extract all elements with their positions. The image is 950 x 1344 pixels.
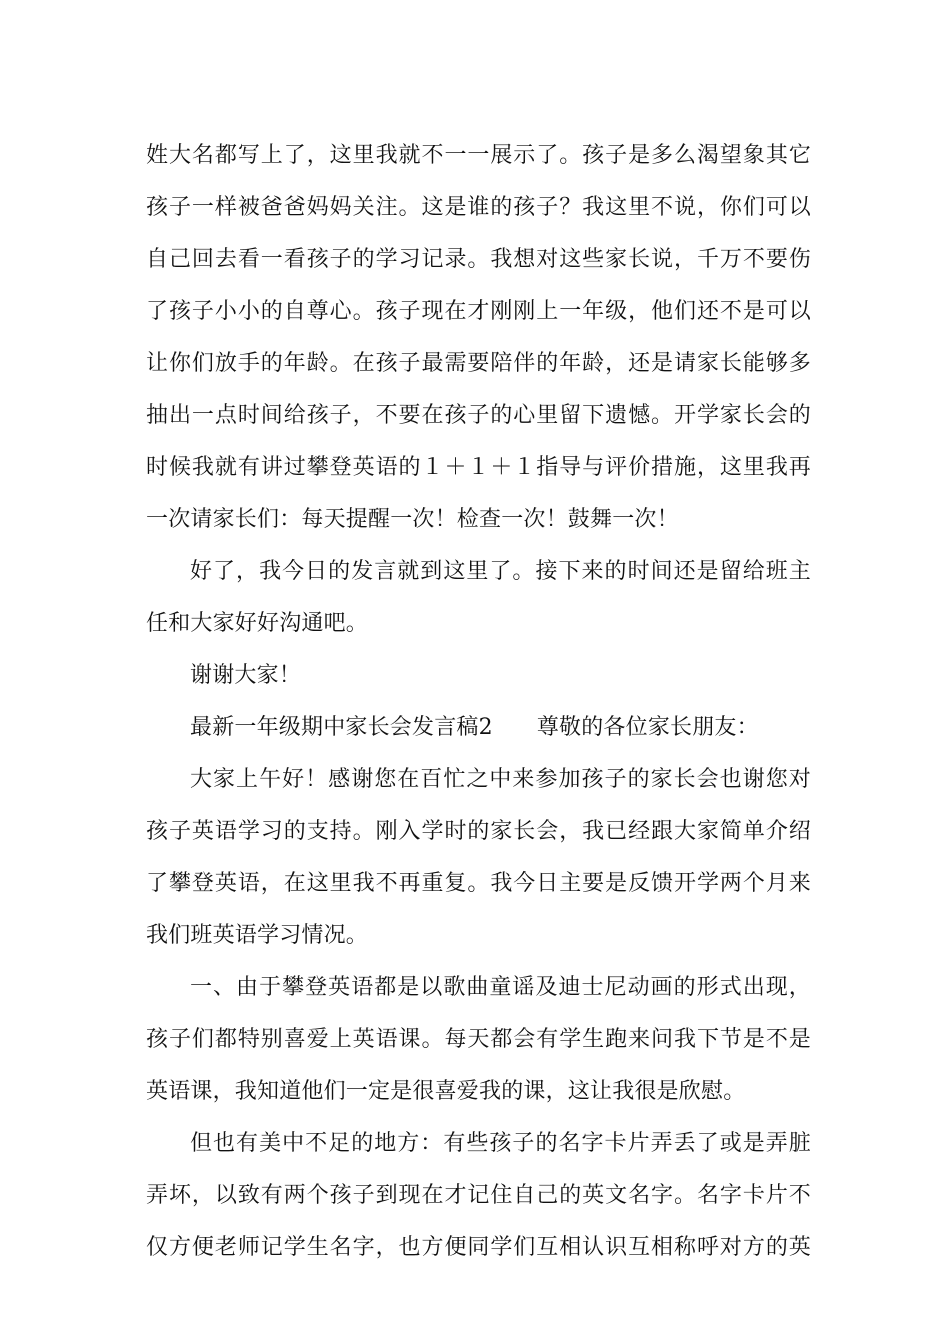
- paragraph: [146, 754, 811, 962]
- text-line: 我们班英语学习情况。: [146, 923, 369, 948]
- text-line: 英语课，我知道他们一定是很喜爱我的课，这让我很是欣慰。: [146, 1079, 746, 1104]
- text-line: 孩子英语学习的支持。刚入学时的家长会，我已经跟大家简单介绍: [146, 819, 811, 844]
- text-line: 孩子一样被爸爸妈妈关注。这是谁的孩子？我这里不说，你们可以: [146, 195, 811, 220]
- document-title: 最新一年级期中家长会发言稿2: [190, 715, 493, 740]
- text-line: 时候我就有讲过攀登英语的１＋１＋１指导与评价措施，这里我再: [146, 455, 811, 480]
- text-line: 姓大名都写上了，这里我就不一一展示了。孩子是多么渴望象其它: [146, 143, 811, 168]
- text-line: 抽出一点时间给孩子，不要在孩子的心里留下遗憾。开学家长会的: [146, 403, 811, 428]
- paragraph: [146, 130, 811, 546]
- greeting: 尊敬的各位家长朋友：: [536, 715, 759, 740]
- paragraph: [146, 962, 811, 1118]
- text-line: 一、由于攀登英语都是以歌曲童谣及迪士尼动画的形式出现，: [190, 975, 811, 1000]
- paragraph: [146, 702, 811, 754]
- text-line: 谢谢大家！: [190, 663, 302, 688]
- text-line: 仅方便老师记学生名字，也方便同学们互相认识互相称呼对方的英: [146, 1235, 811, 1260]
- text-line: 了攀登英语，在这里我不再重复。我今日主要是反馈开学两个月来: [146, 871, 811, 896]
- text-line: 一次请家长们：每天提醒一次！检查一次！鼓舞一次！: [146, 507, 679, 532]
- text-line: 弄坏，以致有两个孩子到现在才记住自己的英文名字。名字卡片不: [146, 1183, 811, 1208]
- text-line: 大家上午好！感谢您在百忙之中来参加孩子的家长会也谢您对: [190, 767, 811, 792]
- paragraph: [146, 650, 811, 702]
- document-body: [146, 130, 811, 1274]
- text-line: 孩子们都特别喜爱上英语课。每天都会有学生跑来问我下节是不是: [146, 1027, 811, 1052]
- text-line: 好了，我今日的发言就到这里了。接下来的时间还是留给班主: [190, 559, 811, 584]
- text-line: [146, 702, 811, 754]
- text-line: 任和大家好好沟通吧。: [146, 611, 369, 636]
- paragraph: [146, 1118, 811, 1274]
- text-line: 了孩子小小的自尊心。孩子现在才刚刚上一年级，他们还不是可以: [146, 299, 811, 324]
- text-line: 让你们放手的年龄。在孩子最需要陪伴的年龄，还是请家长能够多: [146, 351, 811, 376]
- text-line: 自己回去看一看孩子的学习记录。我想对这些家长说，千万不要伤: [146, 247, 811, 272]
- paragraph: [146, 546, 811, 650]
- text-line: 但也有美中不足的地方：有些孩子的名字卡片弄丢了或是弄脏: [190, 1131, 811, 1156]
